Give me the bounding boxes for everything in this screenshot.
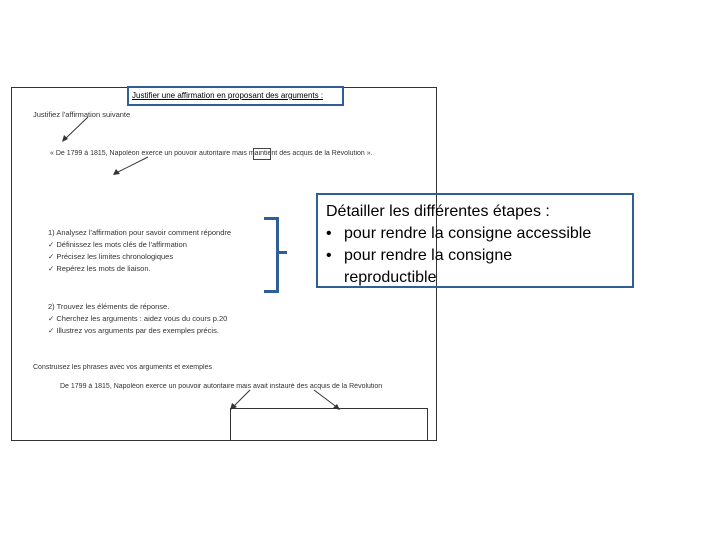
answer-box [230,408,428,440]
step1-line: ✓ Repérez les mots de liaison. [48,264,151,273]
bracket-icon [264,217,279,293]
callout-bullet-text: pour rendre la consigne [344,247,513,264]
bullet-icon: • [326,247,332,264]
step1-line: ✓ Précisez les limites chronologiques [48,252,174,261]
step1-line: 1) Analysez l'affirmation pour savoir comment répondre [48,228,232,237]
answer-start-text: De 1799 à 1815, Napoléon exerce un pouvoir autoritaire mais avait instauré des acquis de la Révolution [60,383,383,390]
callout-heading: Détailler les différentes étapes : [326,203,550,220]
bullet-icon: • [326,225,332,242]
worksheet-title: Justifier une affirmation en proposant des arguments : [127,86,344,106]
step1-line: ✓ Définissez les mots clés de l'affirmation [48,240,187,249]
bracket-tick [277,251,287,254]
callout-bullet-text: pour rendre la consigne accessible [344,225,592,242]
step2-line: ✓ Illustrez vos arguments par des exemples précis. [48,326,219,335]
step2-line: ✓ Cherchez les arguments : aidez vous du cours p.20 [48,314,228,323]
arrow-icon [60,115,90,143]
callout-box [316,193,634,288]
step2-line: 2) Trouvez les éléments de réponse. [48,302,170,311]
instruction-text: Justifiez l'affirmation suivante [33,110,131,119]
callout-continuation: reproductible [344,269,437,286]
quote-text: « De 1799 à 1815, Napoléon exerce un pouvoir autoritaire mais maintient des acquis de la Révolution ». [50,150,373,157]
callout-bullet [326,223,624,245]
callout-bullet [326,245,624,267]
arrow-icon [110,155,150,177]
highlight-box [253,148,271,160]
conclusion-instruction: Construisez les phrases avec vos arguments et exemples [33,364,212,371]
